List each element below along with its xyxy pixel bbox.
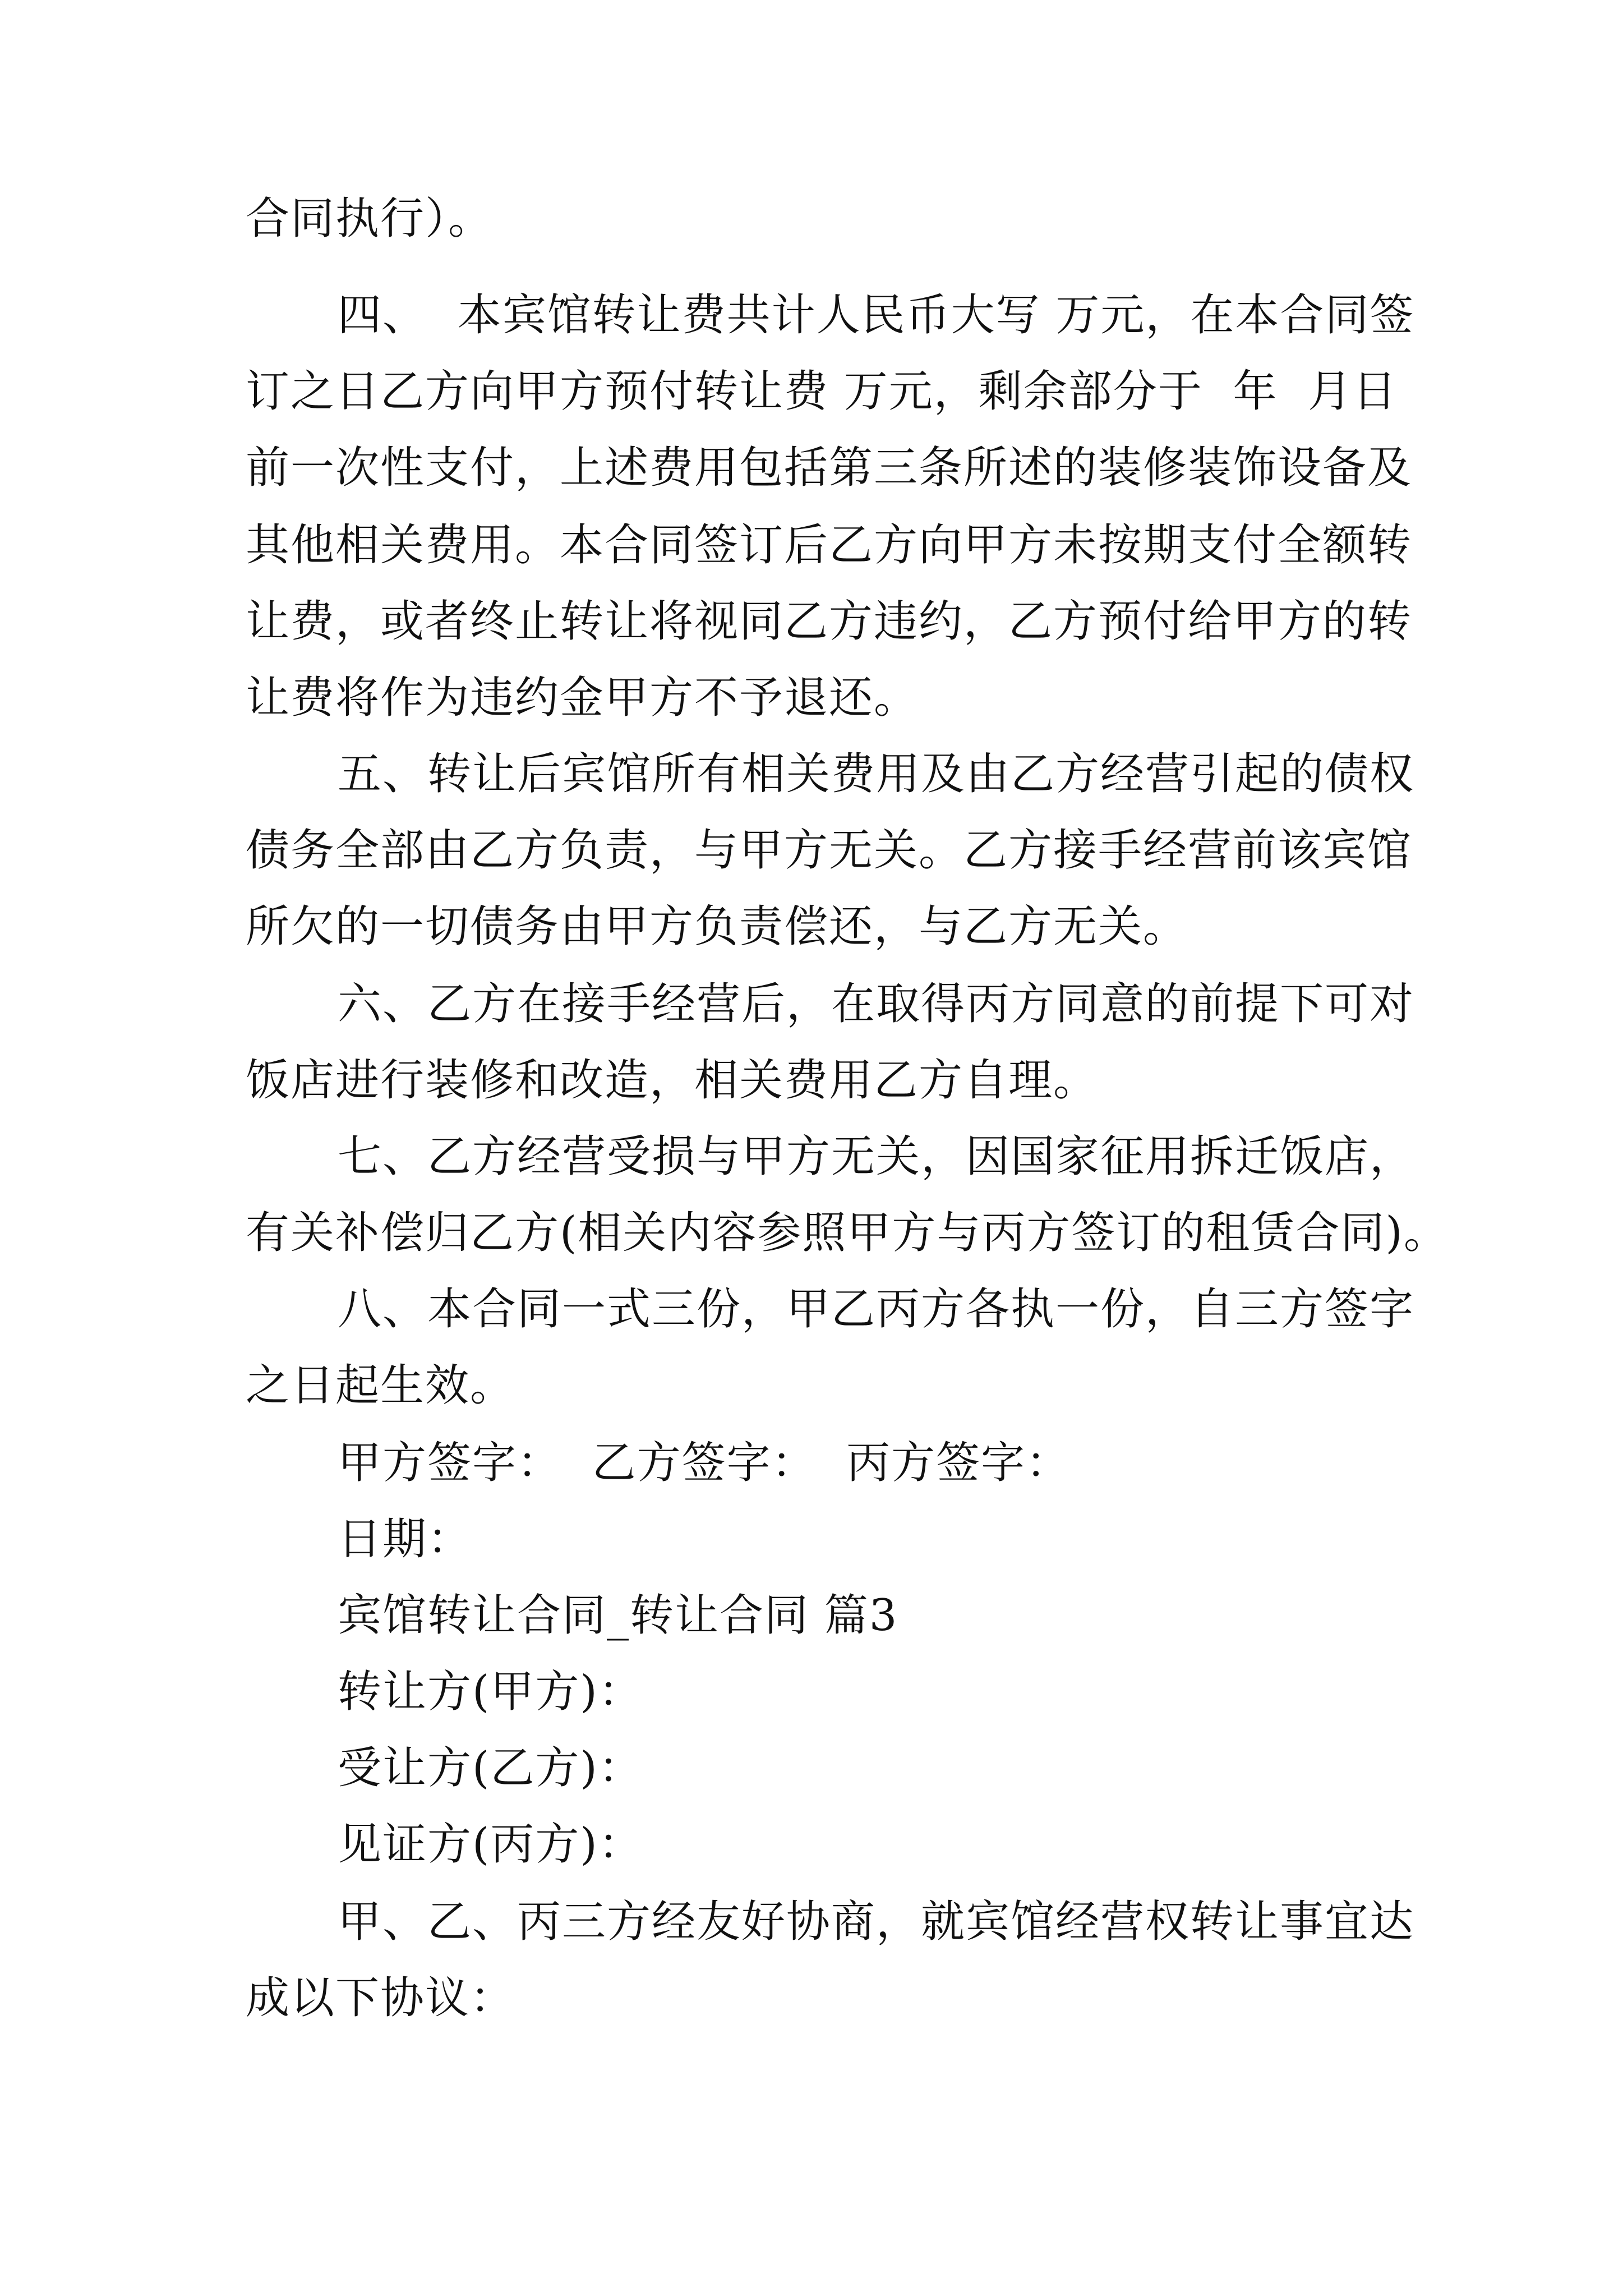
text-line-10: 所欠的一切债务由甲方负责偿还，与乙方无关。 <box>246 901 1188 952</box>
text-line-1: 合同执行）。 <box>246 194 494 244</box>
text-line-3: 订之日乙方向甲方预付转让费 万元，剩余部分于 年 月日 <box>246 366 1398 417</box>
text-line-23: 甲、乙、丙三方经友好协商，就宾馆经营权转让事宜达 <box>338 1897 1415 1947</box>
text-line-16: 之日起生效。 <box>246 1360 515 1411</box>
text-line-24: 成以下协议： <box>246 1973 515 2023</box>
text-line-7: 让费将作为违约金甲方不予退还。 <box>246 673 919 723</box>
text-line-15: 八、本合同一式三份，甲乙丙方各执一份，自三方签字 <box>338 1284 1415 1335</box>
text-line-9: 债务全部由乙方负责，与甲方无关。乙方接手经营前该宾馆 <box>246 825 1413 876</box>
text-line-12: 饭店进行装修和改造，相关费用乙方自理。 <box>246 1055 1099 1106</box>
signature-labels-line: 甲方签字： 乙方签字： 丙方签字： <box>338 1438 1071 1488</box>
text-line-11: 六、乙方在接手经营后，在取得丙方同意的前提下可对 <box>338 979 1415 1029</box>
text-line-13: 七、乙方经营受损与甲方无关，因国家征用拆迁饭店， <box>338 1131 1415 1182</box>
text-line-2: 四、 本宾馆转让费共计人民币大写 万元，在本合同签 <box>338 290 1415 341</box>
text-line-8: 五、转让后宾馆所有相关费用及由乙方经营引起的债权 <box>338 749 1415 799</box>
section-heading: 宾馆转让合同_转让合同 篇3 <box>338 1590 898 1641</box>
transferee-label-line: 受让方(乙方)： <box>338 1743 643 1793</box>
witness-label-line: 见证方(丙方)： <box>338 1819 643 1870</box>
transferor-label-line: 转让方(甲方)： <box>338 1667 643 1717</box>
date-label-line: 日期： <box>338 1514 473 1565</box>
text-line-14: 有关补偿归乙方(相关内容参照甲方与丙方签订的租赁合同)。 <box>246 1208 1449 1258</box>
text-line-4: 前一次性支付，上述费用包括第三条所述的装修装饰设备及 <box>246 443 1413 493</box>
text-line-6: 让费，或者终止转让将视同乙方违约，乙方预付给甲方的转 <box>246 596 1413 647</box>
text-line-5: 其他相关费用。本合同签订后乙方向甲方未按期支付全额转 <box>246 520 1413 570</box>
